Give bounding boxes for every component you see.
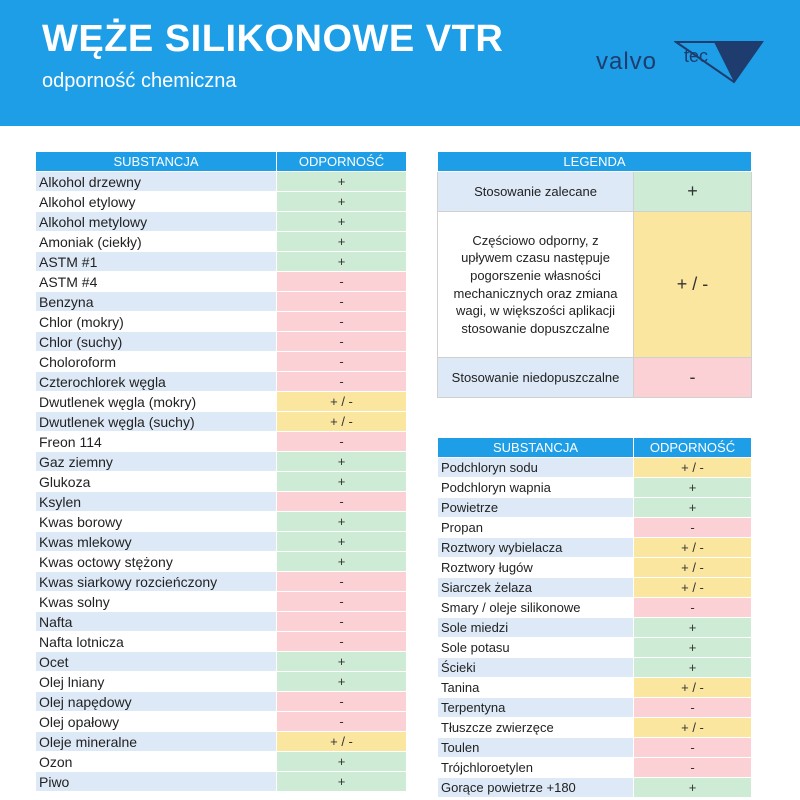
- substance-cell: Kwas siarkowy rozcieńczony: [36, 572, 277, 592]
- table-row: [36, 712, 407, 732]
- table-row: [36, 332, 407, 352]
- table-row: [438, 738, 752, 758]
- substance-cell: ASTM #1: [36, 252, 277, 272]
- resistance-cell: +: [277, 212, 407, 232]
- substance-cell: Tłuszcze zwierzęce: [438, 718, 634, 738]
- table-row: [438, 618, 752, 638]
- resistance-cell: -: [277, 492, 407, 512]
- table-row: [36, 732, 407, 752]
- substance-cell: ASTM #4: [36, 272, 277, 292]
- table-row: [36, 752, 407, 772]
- page-title: WĘŻE SILIKONOWE VTR: [42, 18, 504, 60]
- table-row: [36, 592, 407, 612]
- resistance-cell: +: [277, 752, 407, 772]
- table-row: [36, 692, 407, 712]
- resistance-cell: +: [634, 478, 752, 498]
- table-row: [36, 572, 407, 592]
- substance-cell: Sole potasu: [438, 638, 634, 658]
- resistance-cell: +: [634, 498, 752, 518]
- table-row: [36, 552, 407, 572]
- resistance-cell: + / -: [634, 578, 752, 598]
- substance-cell: Nafta lotnicza: [36, 632, 277, 652]
- substance-cell: Oleje mineralne: [36, 732, 277, 752]
- table-row: [36, 172, 407, 192]
- resistance-cell: + / -: [277, 412, 407, 432]
- substance-cell: Kwas solny: [36, 592, 277, 612]
- table-row: [438, 718, 752, 738]
- substance-cell: Benzyna: [36, 292, 277, 312]
- legend-desc-not-allowed: Stosowanie niedopuszczalne: [438, 358, 634, 398]
- substance-cell: Gorące powietrze +180: [438, 778, 634, 798]
- substance-cell: Czterochlorek węgla: [36, 372, 277, 392]
- table-row: [36, 512, 407, 532]
- table-row: [438, 598, 752, 618]
- table-row: [438, 558, 752, 578]
- substance-cell: Ścieki: [438, 658, 634, 678]
- substance-cell: Ozon: [36, 752, 277, 772]
- resistance-cell: +: [277, 472, 407, 492]
- legend-symbol-plus: +: [634, 172, 752, 212]
- substance-cell: Choloroform: [36, 352, 277, 372]
- resistance-cell: -: [277, 692, 407, 712]
- resistance-cell: +: [277, 512, 407, 532]
- substance-cell: Olej lniany: [36, 672, 277, 692]
- table-row: [36, 492, 407, 512]
- resistance-cell: -: [277, 312, 407, 332]
- col-header-resistance: ODPORNOŚĆ: [277, 152, 407, 172]
- substance-cell: Kwas borowy: [36, 512, 277, 532]
- table-row: [36, 452, 407, 472]
- resistance-cell: + / -: [634, 458, 752, 478]
- resistance-cell: -: [277, 272, 407, 292]
- left-resistance-table: [35, 151, 407, 792]
- substance-cell: Olej opałowy: [36, 712, 277, 732]
- resistance-cell: +: [277, 232, 407, 252]
- resistance-cell: +: [634, 618, 752, 638]
- table-row: [438, 638, 752, 658]
- substance-cell: Sole miedzi: [438, 618, 634, 638]
- resistance-cell: +: [277, 772, 407, 792]
- table-row: [36, 472, 407, 492]
- valvotec-logo: [596, 40, 766, 84]
- col-header-substance: SUBSTANCJA: [438, 438, 634, 458]
- resistance-cell: + / -: [634, 678, 752, 698]
- resistance-cell: -: [277, 372, 407, 392]
- substance-cell: Ocet: [36, 652, 277, 672]
- table-row: [438, 658, 752, 678]
- table-row: [438, 478, 752, 498]
- legend-desc-recommended: Stosowanie zalecane: [438, 172, 634, 212]
- legend-table: [437, 151, 752, 398]
- table-row: [36, 612, 407, 632]
- substance-cell: Propan: [438, 518, 634, 538]
- table-row: [438, 578, 752, 598]
- table-row: [36, 532, 407, 552]
- resistance-cell: +: [634, 778, 752, 798]
- table-row: [438, 678, 752, 698]
- resistance-cell: -: [277, 612, 407, 632]
- table-row: [36, 272, 407, 292]
- substance-cell: Amoniak (ciekły): [36, 232, 277, 252]
- table-row: [36, 232, 407, 252]
- legend-symbol-partial: + / -: [634, 212, 752, 358]
- resistance-cell: -: [277, 712, 407, 732]
- resistance-cell: +: [277, 172, 407, 192]
- resistance-cell: + / -: [277, 732, 407, 752]
- substance-cell: Trójchloroetylen: [438, 758, 634, 778]
- col-header-resistance: ODPORNOŚĆ: [634, 438, 752, 458]
- table-row: [36, 652, 407, 672]
- substance-cell: Piwo: [36, 772, 277, 792]
- substance-cell: Alkohol metylowy: [36, 212, 277, 232]
- resistance-cell: -: [277, 592, 407, 612]
- table-row: [438, 458, 752, 478]
- legend-symbol-minus: -: [634, 358, 752, 398]
- legend-desc-partial: Częściowo odporny, z upływem czasu następuje pogorszenie własności mechanicznych oraz zmiana wagi, w większości aplikacji stosowanie dopuszczalne: [438, 212, 634, 358]
- legend-title: LEGENDA: [438, 152, 752, 172]
- substance-cell: Toulen: [438, 738, 634, 758]
- substance-cell: Alkohol etylowy: [36, 192, 277, 212]
- resistance-cell: -: [277, 292, 407, 312]
- substance-cell: Dwutlenek węgla (suchy): [36, 412, 277, 432]
- substance-cell: Freon 114: [36, 432, 277, 452]
- substance-cell: Siarczek żelaza: [438, 578, 634, 598]
- resistance-cell: + / -: [277, 392, 407, 412]
- resistance-cell: -: [634, 758, 752, 778]
- substance-cell: Terpentyna: [438, 698, 634, 718]
- table-row: [36, 372, 407, 392]
- resistance-cell: + / -: [634, 558, 752, 578]
- table-row: [36, 212, 407, 232]
- resistance-cell: +: [277, 552, 407, 572]
- substance-cell: Dwutlenek węgla (mokry): [36, 392, 277, 412]
- substance-cell: Roztwory ługów: [438, 558, 634, 578]
- table-row: [36, 392, 407, 412]
- resistance-cell: -: [277, 332, 407, 352]
- substance-cell: Chlor (mokry): [36, 312, 277, 332]
- resistance-cell: +: [634, 638, 752, 658]
- logo-tec: tec: [684, 46, 709, 66]
- substance-cell: Tanina: [438, 678, 634, 698]
- page-subtitle: odporność chemiczna: [42, 70, 237, 92]
- table-row: [36, 352, 407, 372]
- substance-cell: Powietrze: [438, 498, 634, 518]
- resistance-cell: +: [277, 252, 407, 272]
- table-row: [438, 698, 752, 718]
- resistance-cell: -: [277, 432, 407, 452]
- substance-cell: Ksylen: [36, 492, 277, 512]
- header-banner: [0, 0, 800, 126]
- resistance-cell: +: [634, 658, 752, 678]
- substance-cell: Olej napędowy: [36, 692, 277, 712]
- substance-cell: Smary / oleje silikonowe: [438, 598, 634, 618]
- resistance-cell: +: [277, 532, 407, 552]
- table-row: [36, 252, 407, 272]
- resistance-cell: + / -: [634, 718, 752, 738]
- substance-cell: Nafta: [36, 612, 277, 632]
- resistance-cell: -: [634, 518, 752, 538]
- substance-cell: Chlor (suchy): [36, 332, 277, 352]
- logo-word: valvo: [596, 48, 658, 75]
- substance-cell: Kwas octowy stężony: [36, 552, 277, 572]
- right-resistance-table: [437, 437, 752, 798]
- table-row: [36, 192, 407, 212]
- substance-cell: Kwas mlekowy: [36, 532, 277, 552]
- table-row: [36, 312, 407, 332]
- resistance-cell: -: [634, 738, 752, 758]
- resistance-cell: +: [277, 672, 407, 692]
- substance-cell: Roztwory wybielacza: [438, 538, 634, 558]
- substance-cell: Alkohol drzewny: [36, 172, 277, 192]
- table-row: [438, 778, 752, 798]
- resistance-cell: -: [277, 352, 407, 372]
- table-row: [438, 518, 752, 538]
- resistance-cell: +: [277, 652, 407, 672]
- table-row: [36, 772, 407, 792]
- substance-cell: Glukoza: [36, 472, 277, 492]
- table-row: [438, 758, 752, 778]
- substance-cell: Podchloryn sodu: [438, 458, 634, 478]
- table-row: [438, 538, 752, 558]
- resistance-cell: +: [277, 452, 407, 472]
- table-row: [36, 412, 407, 432]
- col-header-substance: SUBSTANCJA: [36, 152, 277, 172]
- resistance-cell: + / -: [634, 538, 752, 558]
- resistance-cell: -: [634, 698, 752, 718]
- substance-cell: Podchloryn wapnia: [438, 478, 634, 498]
- table-row: [36, 632, 407, 652]
- resistance-cell: -: [277, 632, 407, 652]
- resistance-cell: -: [277, 572, 407, 592]
- resistance-cell: +: [277, 192, 407, 212]
- substance-cell: Gaz ziemny: [36, 452, 277, 472]
- table-row: [36, 292, 407, 312]
- table-row: [36, 672, 407, 692]
- table-row: [36, 432, 407, 452]
- resistance-cell: -: [634, 598, 752, 618]
- table-row: [438, 498, 752, 518]
